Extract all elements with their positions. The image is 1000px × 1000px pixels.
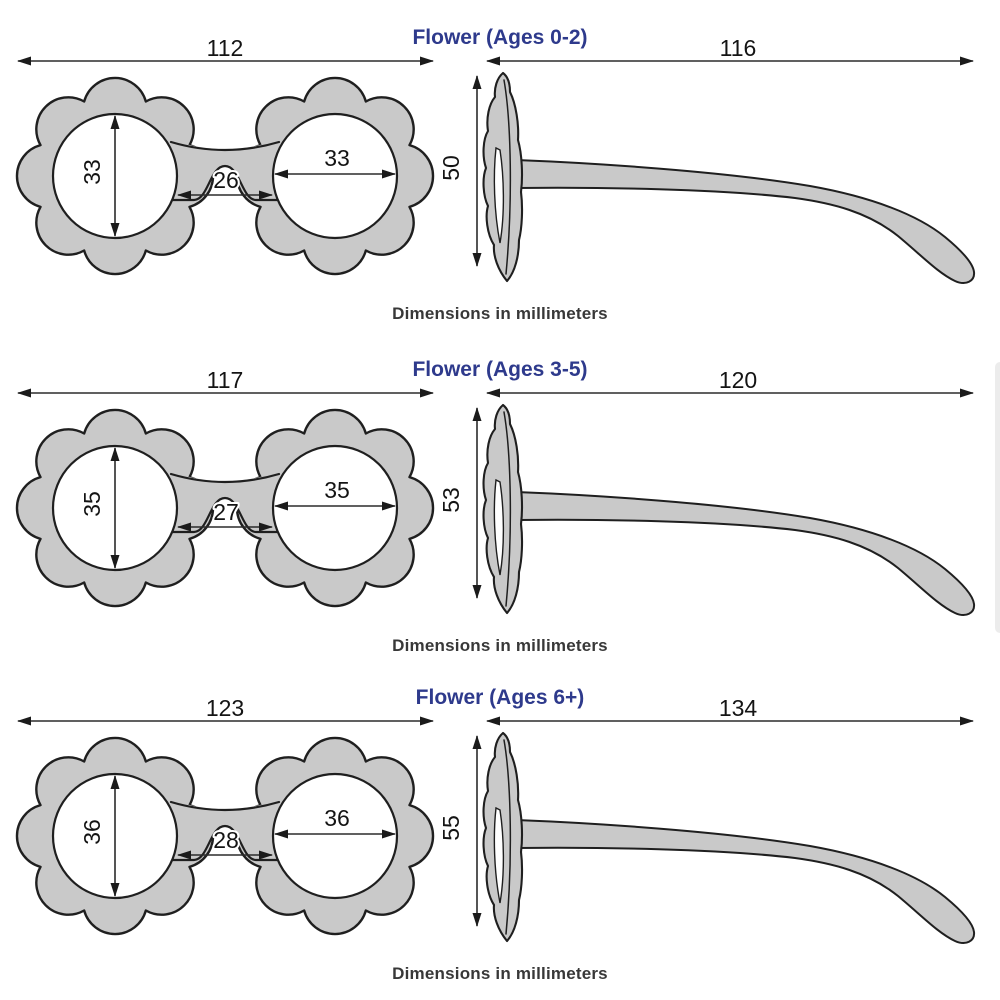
total-width-value: 117 — [206, 367, 244, 393]
side-view-drawing — [477, 721, 974, 943]
lens-width-value: 35 — [324, 477, 350, 503]
bridge-width-value: 28 — [213, 827, 239, 853]
row-title: Flower (Ages 3-5) — [412, 358, 588, 381]
page-edge-artifact — [995, 362, 1000, 633]
size-diagram-ages-0-2 — [0, 0, 1000, 333]
size-row-ages-0-2 — [0, 0, 1000, 333]
total-width-value: 123 — [205, 695, 245, 721]
row-title: Flower (Ages 6+) — [415, 686, 585, 709]
units-caption: Dimensions in millimeters — [392, 964, 608, 983]
frame-height-value: 55 — [438, 815, 464, 841]
total-width-value: 112 — [206, 35, 244, 61]
row-title: Flower (Ages 0-2) — [412, 26, 588, 49]
lens-height-value: 36 — [79, 819, 105, 845]
size-diagram-ages-6-plus — [0, 660, 1000, 993]
side-view-drawing — [477, 61, 974, 283]
lens-height-value: 35 — [79, 491, 105, 517]
lens-width-value: 36 — [324, 805, 350, 831]
units-caption: Dimensions in millimeters — [392, 636, 608, 655]
frame-height-value: 50 — [438, 155, 464, 181]
lens-width-value: 33 — [324, 145, 350, 171]
side-view-drawing — [477, 393, 974, 615]
units-caption: Dimensions in millimeters — [392, 304, 608, 323]
frame-height-value: 53 — [438, 487, 464, 513]
size-row-ages-6-plus — [0, 660, 1000, 993]
lens-height-value: 33 — [79, 159, 105, 185]
size-diagram-ages-3-5 — [0, 332, 1000, 665]
bridge-width-value: 26 — [213, 167, 239, 193]
temple-length-value: 120 — [718, 367, 758, 393]
temple-length-value: 134 — [718, 695, 758, 721]
size-row-ages-3-5 — [0, 332, 1000, 665]
bridge-width-value: 27 — [213, 499, 239, 525]
temple-length-value: 116 — [719, 35, 757, 61]
